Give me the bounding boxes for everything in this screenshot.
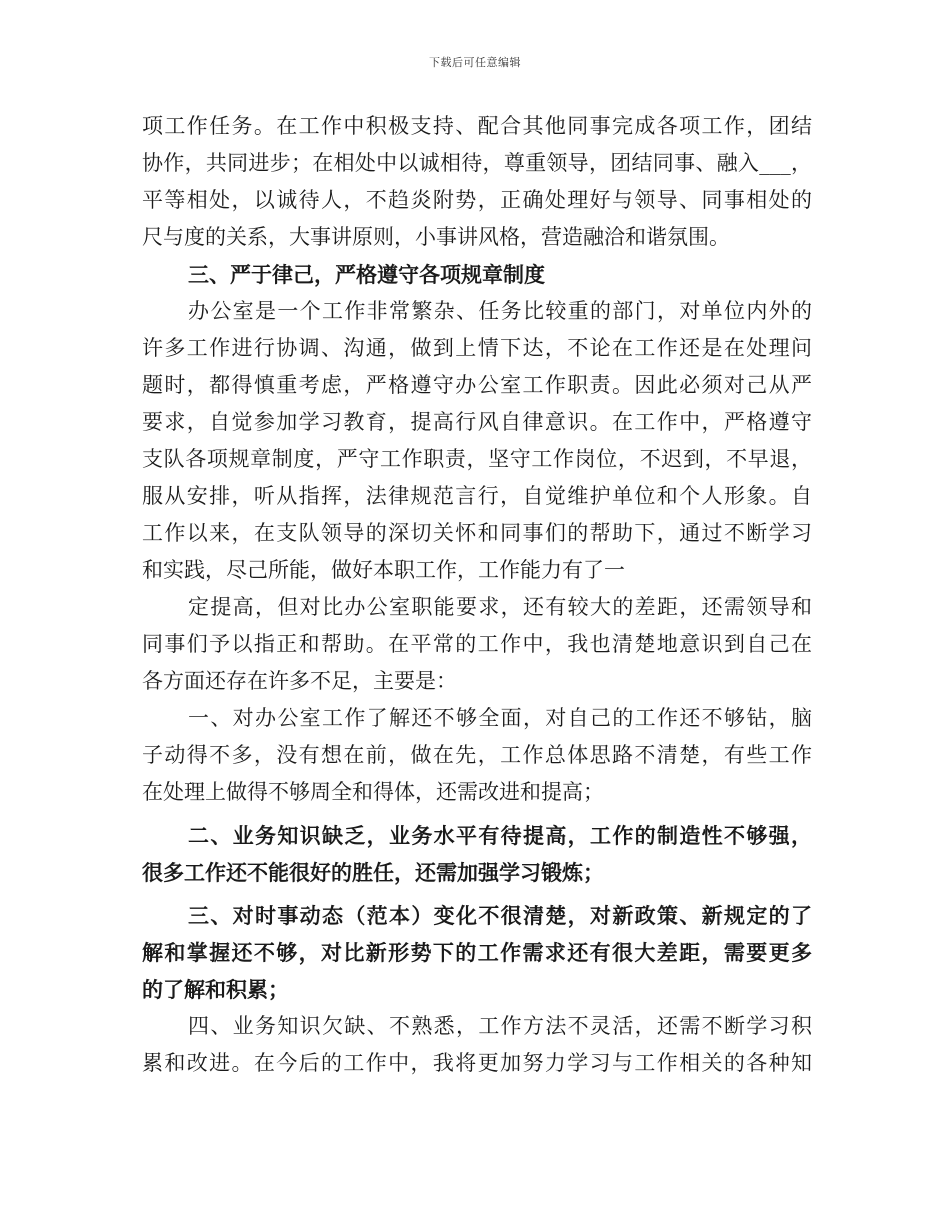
text-line: 平等相处，以诚待人，不趋炎附势，正确处理好与领导、同事相处的 [142,188,812,212]
text-line: 同事们予以指正和帮助。在平常的工作中，我也清楚地意识到自己在 [142,632,812,656]
text-line: 子动得不多，没有想在前，做在先，工作总体思路不清楚，有些工作 [142,743,812,767]
section-heading: 三、严于律己，严格遵守各项规章制度 [188,262,545,287]
text-line: 服从安排，听从指挥，法律规范言行，自觉维护单位和个人形象。自 [142,484,812,508]
text-line: 定提高，但对比办公室职能要求，还有较大的差距，还需领导和 [188,595,812,619]
text-line: 和实践，尽己所能，做好本职工作，工作能力有了一 [142,558,625,582]
text-line: 工作以来，在支队领导的深切关怀和同事们的帮助下，通过不断学习 [142,521,812,545]
text-line: 要求，自觉参加学习教育，提高行风自律意识。在工作中，严格遵守 [142,410,812,434]
text-line: 许多工作进行协调、沟通，做到上情下达，不论在工作还是在处理问 [142,336,812,360]
list-item-1-line: 一、对办公室工作了解还不够全面，对自己的工作还不够钻，脑 [188,706,812,730]
text-line: 题时，都得慎重考虑，严格遵守办公室工作职责。因此必须对己从严 [142,373,812,397]
text-line: 协作，共同进步；在相处中以诚相待，尊重领导，团结同事、融入___， [142,151,812,175]
list-item-2-line: 二、业务知识缺乏，业务水平有待提高，工作的制造性不够强， [188,823,812,848]
list-item-3-line: 三、对时事动态（范本）变化不很清楚，对新政策、新规定的了 [188,903,812,928]
text-line: 支队各项规章制度，严守工作职责，坚守工作岗位，不迟到，不早退， [142,447,812,471]
text-line: 办公室是一个工作非常繁杂、任务比较重的部门，对单位内外的 [188,299,812,323]
document-body [142,108,812,1082]
text-line: 的了解和积累； [142,977,289,1002]
text-line: 项工作任务。在工作中积极支持、配合其他同事完成各项工作，团结 [142,114,812,138]
text-line: 在处理上做得不够周全和得体，还需改进和提高； [142,780,604,804]
list-item-4-line: 四、业务知识欠缺、不熟悉，工作方法不灵活，还需不断学习积 [188,1014,812,1038]
text-line: 很多工作还不能很好的胜任，还需加强学习锻炼； [142,860,604,885]
text-line: 解和掌握还不够，对比新形势下的工作需求还有很大差距，需要更多 [142,940,812,965]
text-line: 各方面还存在许多不足，主要是： [142,669,457,693]
text-line: 尺与度的关系，大事讲原则，小事讲风格，营造融洽和谐氛围。 [142,225,730,249]
text-line: 累和改进。在今后的工作中，我将更加努力学习与工作相关的各种知 [142,1051,812,1075]
page-header: 下载后可任意编辑 [429,56,521,69]
